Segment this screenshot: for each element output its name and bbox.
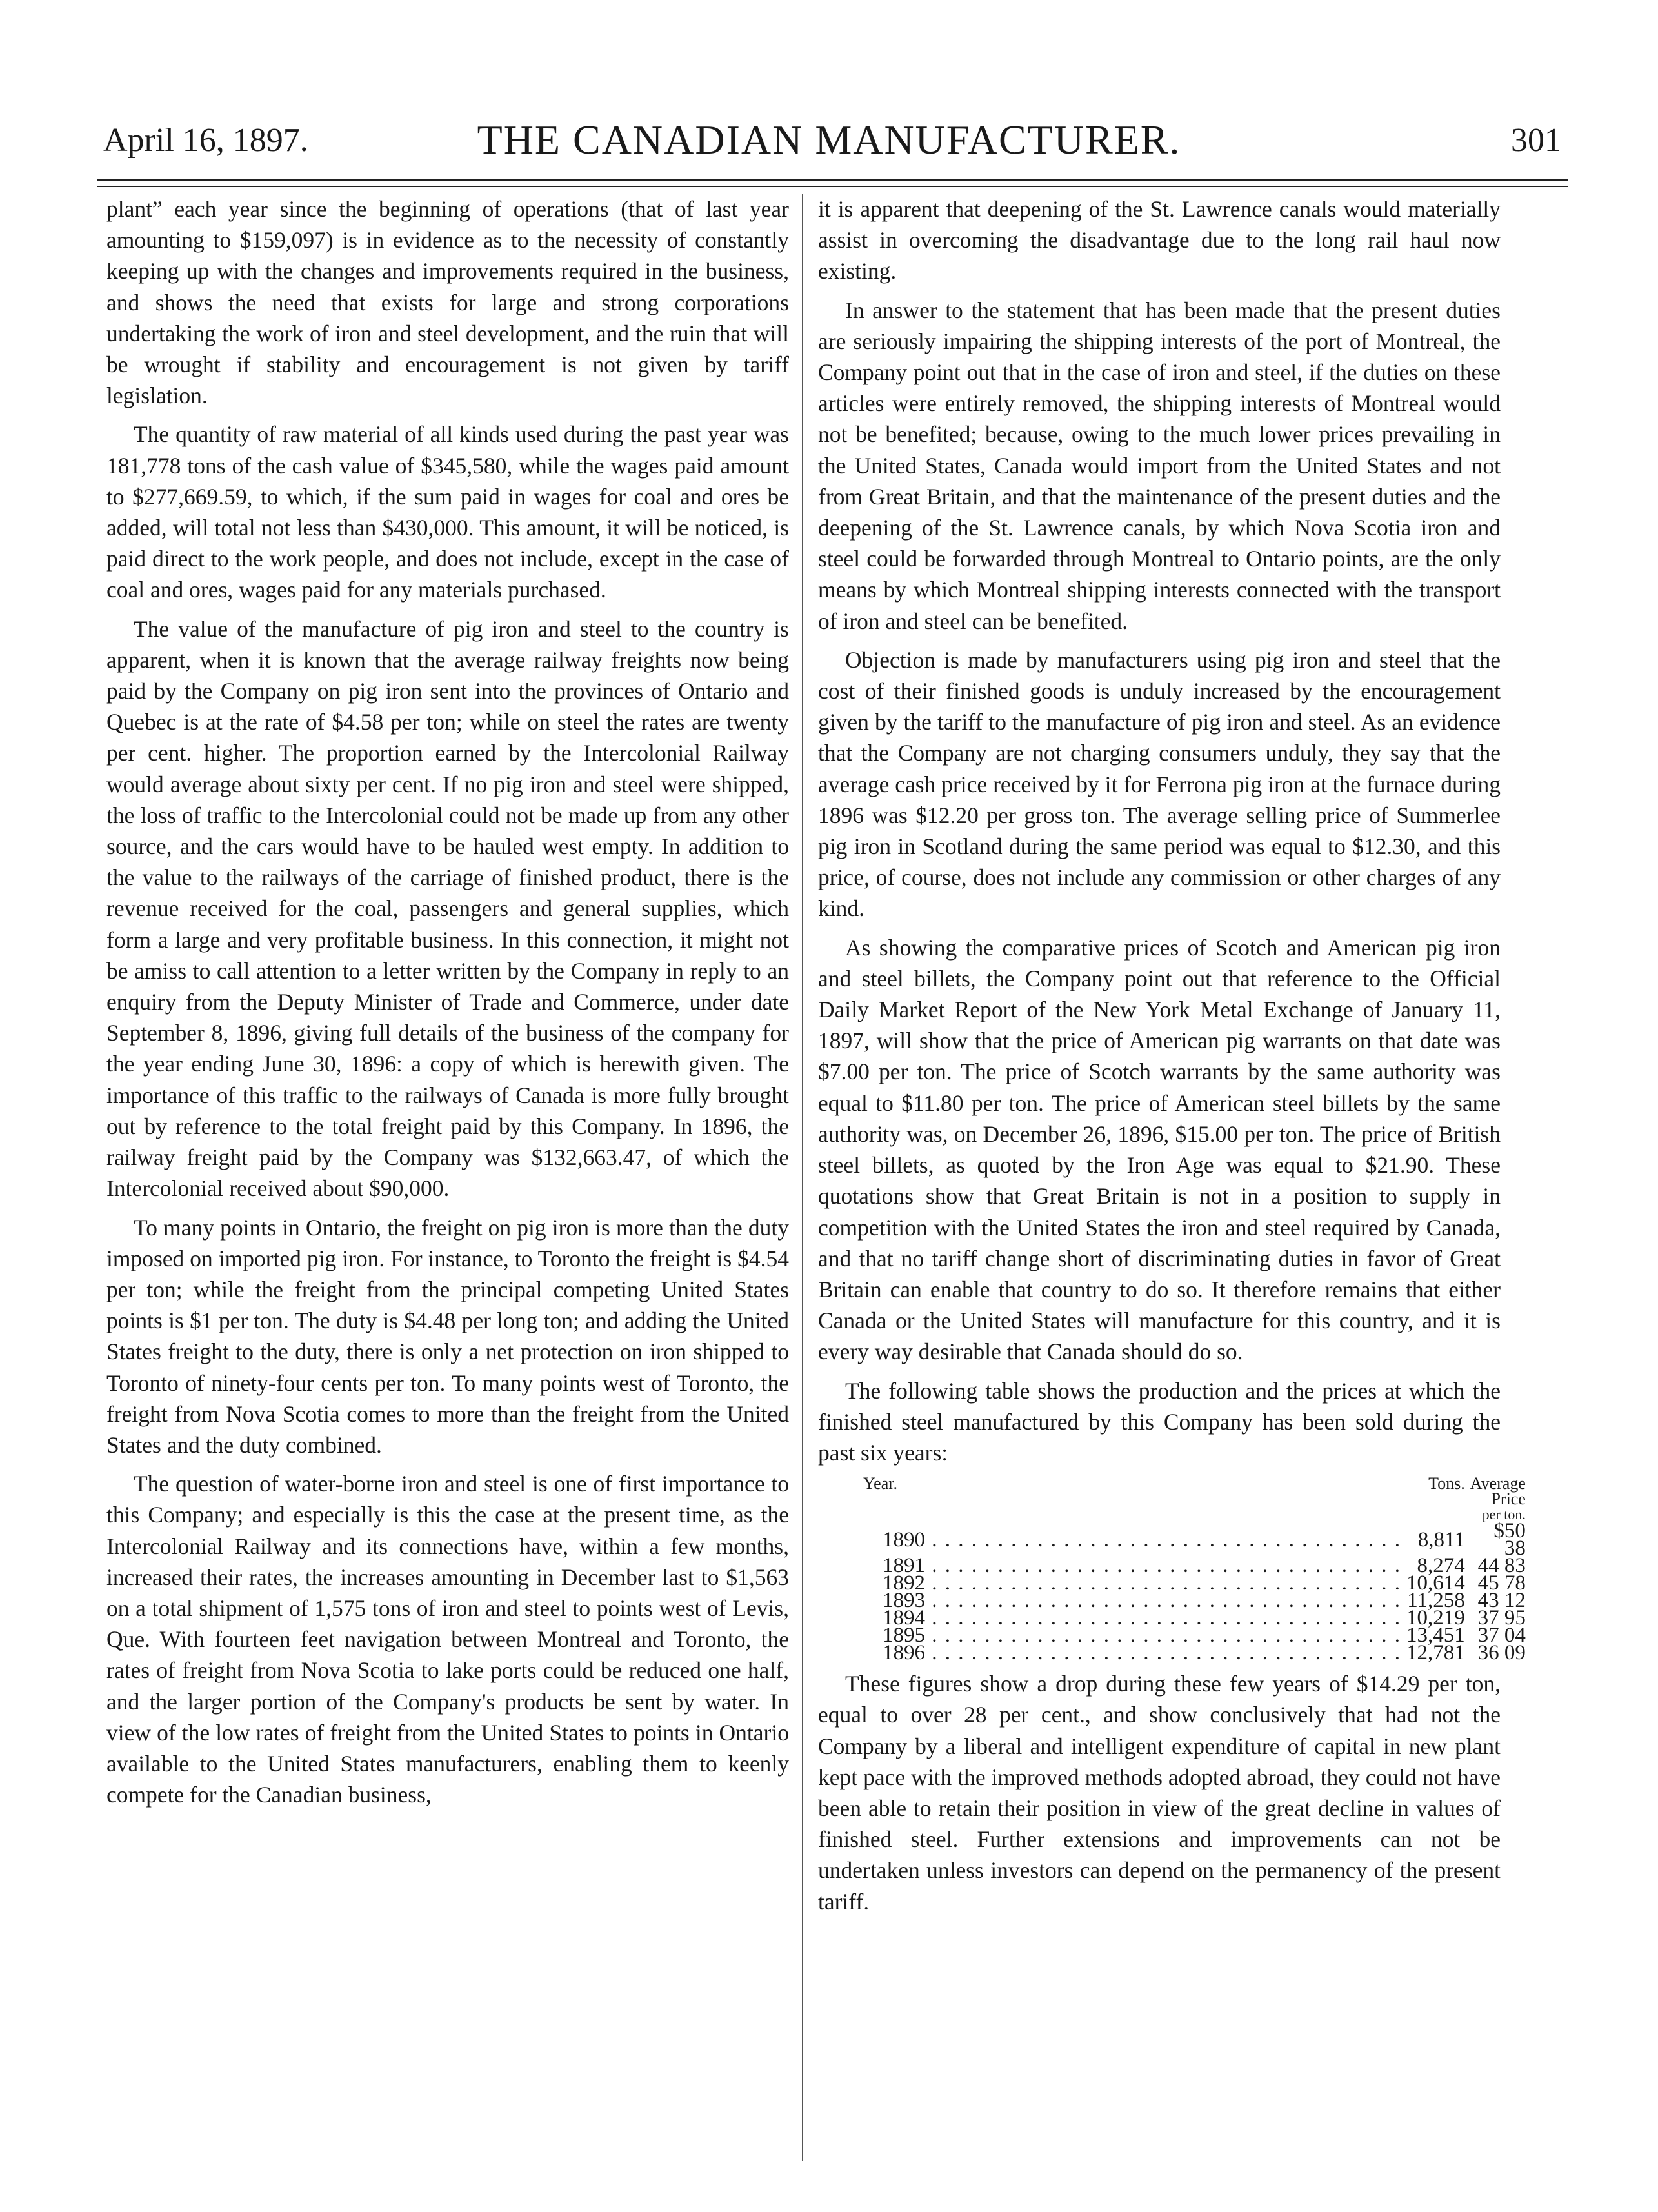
right-column xyxy=(818,194,1526,1925)
closing-paragraph: These figures show a drop during these few years of $14.29 per ton, equal to over 28 per cent., and show conclusively that had not the Company by a liberal and intelligent expenditure of capital in new plant kept pace with the improved methods adopted abroad, they could not have been able to retain their position in view of the great decline in values of finished steel. Further extensions and improvements can not be undertaken unless investors can depend on the permanency of the present tariff. xyxy=(818,1671,1501,1915)
article-paragraph: In answer to the statement that has been made that the present duties are seriously impairing the shipping interests of the port of Montreal, the Company point out that in the case of iron and steel, if the duties on these articles were entirely removed, the shipping interests of Montreal would not be benefited; because, owing to the much lower prices prevailing in the United States, Canada would import from the United States and not from Great Britain, and that the maintenance of the present duties and the deepening of the St. Lawrence canals, by which Nova Scotia iron and steel could be forwarded through Montreal to Ontario points, are the only means by which Montreal shipping interests connected with the transport of iron and steel can be benefited. xyxy=(818,297,1501,634)
table-cell-year: 1896 . . . xyxy=(850,1644,1404,1662)
table-cell-tons: 13,451 xyxy=(1406,1624,1465,1648)
table-cell-tons: 12,781 xyxy=(1406,1641,1465,1665)
article-paragraph: Objection is made by manufacturers using pig iron and steel that the cost of their finished goods is unduly increased by the encouragement given by the tariff to the manufacture of pig iron and steel. As an evidence that the Company are not charging consumers unduly, they say that the average cash price received by it for Ferrona pig iron at the furnace during 1896 was $12.20 per gross ton. The average selling price of Summerlee pig iron in Scotland during the same period was equal to $12.30, and this price, of course, does not include any commission or other charges of any kind. xyxy=(818,646,1501,922)
table-row xyxy=(850,1522,1528,1557)
header-rule xyxy=(97,179,1568,181)
table-cell-price: 36 09 xyxy=(1477,1641,1526,1665)
table-cell-year: 1893 . . . xyxy=(850,1592,1404,1609)
article-paragraph: The value of the manufacture of pig iron and steel to the country is apparent, when it is known that the average railway freights now being paid by the Company on pig iron sent into the provinces of Ontario and Quebec is at the rate of $4.58 per ton; while on steel the rates are twenty per cent. higher. The proportion earned by the Intercolonial Railway would average about sixty per cent. If no pig iron and steel were shipped, the loss of traffic to the Intercolonial could not be made up from any other source, and the cars would have to be hauled west empty. In addition to the value to the railways of the carriage of finished product, there is the revenue received for the coal, passengers and general supplies, which form a large and very profitable business. In this connection, it might not be amiss to call attention to a letter written by the Company in reply to an enquiry from the Deputy Minister of Trade and Commerce, under date September 8, 1896, giving full details of the business of the company for the year ending June 30, 1896: a copy of which is herewith given. The importance of this traffic to the railways of Canada is more fully brought out by reference to the total freight paid by this Company. In 1896, the railway freight paid by the Company was $132,663.47, of which the Intercolonial received about $90,000. xyxy=(106,615,789,1202)
table-cell-year: 1894 . . . xyxy=(850,1609,1404,1627)
publication-title: THE CANADIAN MANUFACTURER. xyxy=(477,117,1181,163)
table-cell-tons: 8,811 xyxy=(1417,1528,1465,1551)
table-cell-tons: 10,614 xyxy=(1406,1571,1465,1595)
table-cell-year: 1891 . . . xyxy=(850,1557,1404,1575)
table-header-price xyxy=(1468,1476,1528,1522)
table-cell-price: 44 83 xyxy=(1477,1554,1526,1578)
table-cell-tons: 8,274 xyxy=(1417,1554,1465,1578)
column-divider xyxy=(802,194,803,2161)
article-paragraph: The question of water-borne iron and steel is one of first importance to this Company; and especially is this the case at the present time, as the Intercolonial Railway and its connections have, within a few months, increased their rates, the increases amounting in December last to $1,563 on a total shipment of 1,575 tons of iron and steel to points west of Levis, Que. With fourteen feet navigation between Montreal and Toronto, the rates of freight from Nova Scotia to lake ports could be reduced one half, and the larger portion of the Company's products be sent by water. In view of the low rates of freight from the United States to points in Ontario available to the United States manufacturers, enabling them to keenly compete for the Canadian business, xyxy=(106,1471,789,1808)
page-header xyxy=(84,110,1574,168)
page-number: 301 xyxy=(1511,122,1561,159)
article-paragraph: As showing the comparative prices of Scotch and American pig iron and steel billets, the Company point out that reference to the Official Daily Market Report of the New York Metal Exchange of January 11, 1897, will show that the price of American pig warrants on that date was $7.00 per ton. The price of Scotch warrants by the same authority was equal to $11.80 per ton. The price of American steel billets by the same authority was, on December 26, 1896, $15.00 per ton. The price of British steel billets, as quoted by the Iron Age was equal to $21.90. These quotations show that Great Britain is not in a position to supply in competition with the United States the iron and steel required by Canada, and that no tariff change short of discriminating duties in favor of Great Britain can enable that country to do so. It therefore remains that either Canada or the United States will manufacture for this country, and it is every way desirable that Canada should do so. xyxy=(818,934,1501,1365)
article-paragraph: it is apparent that deepening of the St. Lawrence canals would materially assist in overcoming the disadvantage due to the long rail haul now existing. xyxy=(818,196,1501,284)
table-cell-year: 1892 . . . xyxy=(850,1575,1404,1592)
table-cell-price: 37 04 xyxy=(1477,1624,1526,1648)
table-header-price-label: Average Price xyxy=(1470,1474,1526,1509)
table-cell-tons: 11,258 xyxy=(1407,1589,1465,1613)
table-body xyxy=(850,1519,1528,1665)
table-cell-year: 1890 . . . xyxy=(850,1522,1404,1557)
article-paragraph: The quantity of raw material of all kinds used during the past year was 181,778 tons of the cash value of $345,580, while the wages paid amount to $277,669.59, to which, if the sum paid in wages for coal and ores be added, will total not less than $430,000. This amount, it will be noticed, is paid direct to the work people, and does not include, except in the case of coal and ores, wages paid for any materials purchased. xyxy=(106,421,789,603)
left-column xyxy=(106,194,789,1818)
table-cell-tons: 10,219 xyxy=(1406,1606,1465,1630)
table-cell-price: 37 95 xyxy=(1477,1606,1526,1630)
article-paragraph: The following table shows the production and the prices at which the finished steel manufactured by this Company has been sold during the past six years: xyxy=(818,1377,1501,1466)
table-cell-price: 45 78 xyxy=(1477,1571,1526,1595)
table-cell-year: 1895 . . . xyxy=(850,1627,1404,1644)
table-header-tons: Tons. xyxy=(1428,1474,1465,1493)
header-rule-thin xyxy=(97,186,1568,187)
article-paragraph: To many points in Ontario, the freight on pig iron is more than the duty imposed on imported pig iron. For instance, to Toronto the freight is $4.54 per ton; while the freight from the principal competing United States points is $1 per ton. The duty is $4.48 per long ton; and adding the United States freight to the duty, there is only a net protection on iron shipped to Toronto of ninety-four cents per ton. To many points west of Toronto, the freight from Nova Scotia comes to more than the freight from the United States and the duty combined. xyxy=(106,1214,789,1458)
table-header-year: Year. xyxy=(863,1474,897,1493)
table-header-price-sub: per ton. xyxy=(1482,1506,1526,1523)
production-price-table xyxy=(850,1474,1528,1665)
table-row xyxy=(850,1644,1528,1662)
issue-date: April 16, 1897. xyxy=(103,122,308,159)
table-cell-price: 43 12 xyxy=(1477,1589,1526,1613)
table-cell-price: $50 38 xyxy=(1493,1519,1526,1560)
article-paragraph: plant” each year since the beginning of operations (that of last year amounting to $159,097) is in evidence as to the necessity of constantly keeping up with the changes and improvements required in the business, and shows the need that exists for large and strong corporations undertaking the work of iron and steel development, and the ruin that will be wrought if stability and encouragement is not given by tariff legislation. xyxy=(106,196,789,409)
